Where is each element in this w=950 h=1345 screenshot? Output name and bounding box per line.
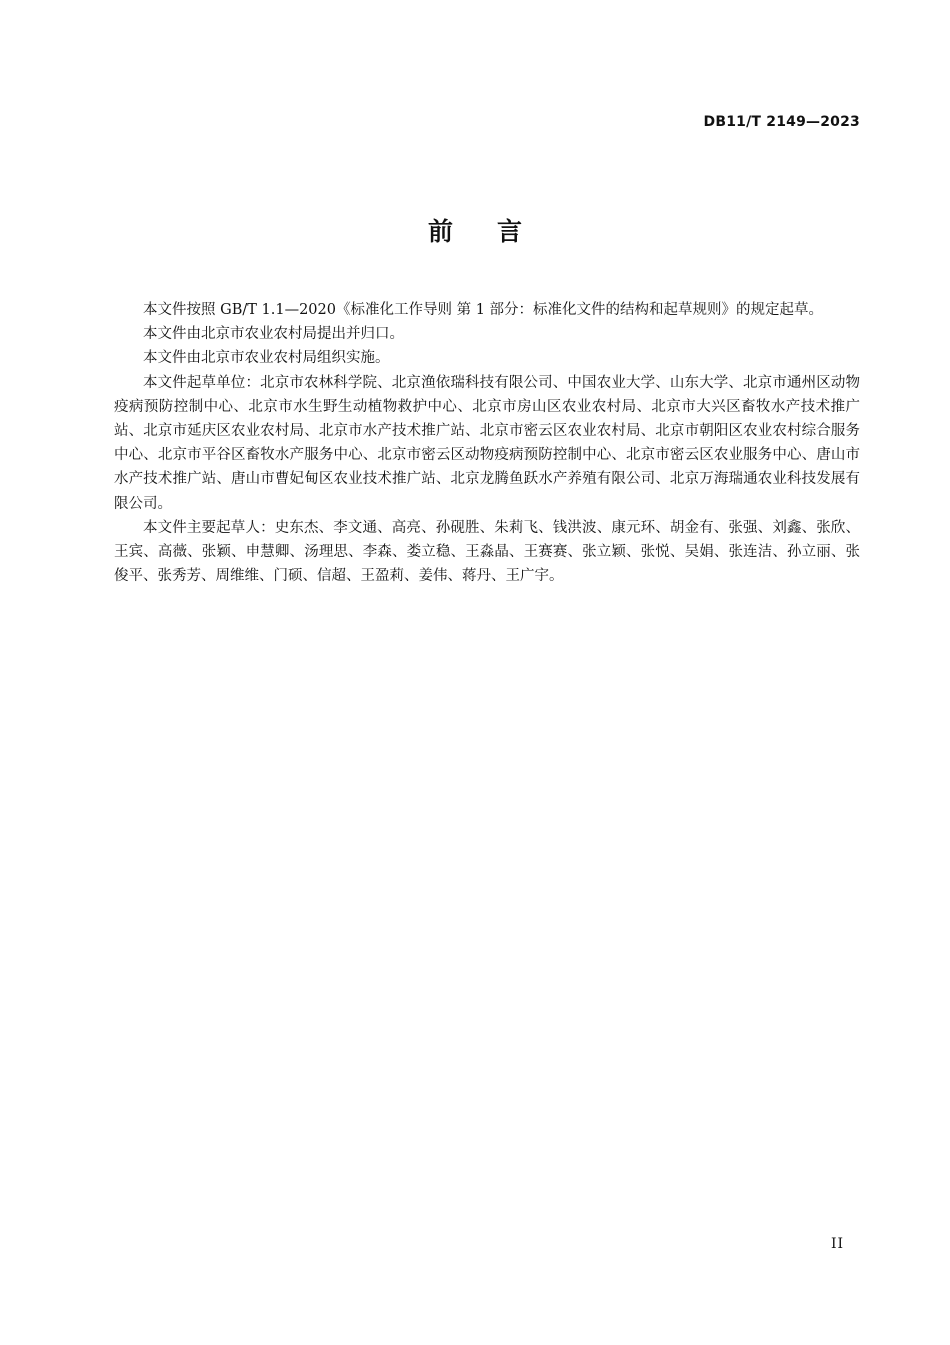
paragraph-drafting-units: 本文件起草单位：北京市农林科学院、北京渔依瑞科技有限公司、中国农业大学、山东大学、北京市通州区动物疫病预防控制中心、北京市水生野生动植物救护中心、北京市房山区农业农村局、北京市大兴区畜牧水产技术推广站、北京市延庆区农业农村局、北京市水产技术推广站、北京市密云区农业农村局、北京市朝阳区农业农村综合服务中心、北京市平谷区畜牧水产服务中心、北京市密云区动物疫病预防控制中心、北京市密云区农业服务中心、唐山市水产技术推广站、唐山市曹妃甸区农业技术推广站、北京龙腾鱼跃水产养殖有限公司、北京万海瑞通农业科技发展有限公司。 — [114, 374, 860, 512]
page-number: II — [830, 1236, 844, 1252]
page-title: 前言 — [427, 217, 566, 246]
paragraph-main-drafters: 本文件主要起草人：史东杰、李文通、高亮、孙砚胜、朱莉飞、钱洪波、康元环、胡金有、张强、刘鑫、张欣、王宾、高薇、张颖、申慧卿、汤理思、李森、娄立稳、王淼晶、王赛赛、张立颖、张悦、吴娟、张连洁、孙立丽、张俊平、张秀芳、周维维、门硕、信超、王盈莉、姜伟、蒋丹、王广宇。 — [114, 519, 860, 585]
paragraph-drafting-rules: 本文件按照 GB/T 1.1—2020《标准化工作导则 第 1 部分：标准化文件的结构和起草规则》的规定起草。 — [143, 302, 824, 318]
document-code: DB11/T 2149—2023 — [703, 114, 860, 130]
foreword-body — [114, 298, 860, 588]
paragraph-implementer: 本文件由北京市农业农村局组织实施。 — [143, 350, 390, 367]
paragraph-proposer: 本文件由北京市农业农村局提出并归口。 — [143, 326, 404, 343]
